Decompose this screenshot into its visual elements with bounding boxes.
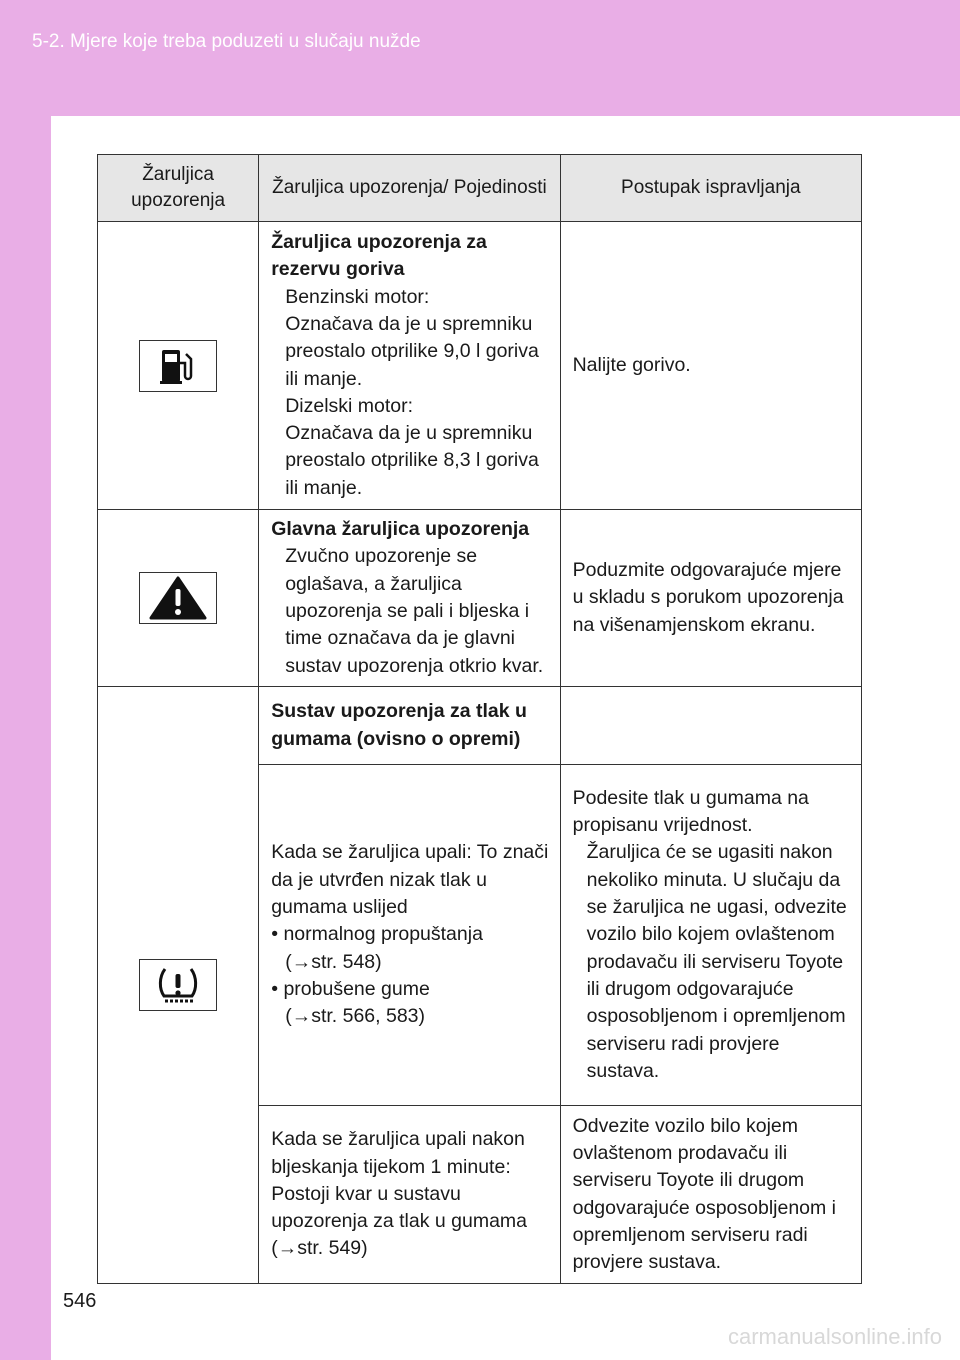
table-row [98, 222, 862, 510]
action-cell [560, 510, 861, 687]
icon-cell [98, 687, 259, 1284]
detail-line: Kada se žaruljica upali nakon bljeskanja tijekom 1 minute: Postoji kvar u sustavu upozorenja za tlak u gumama (→str. 549) [271, 1128, 528, 1260]
fuel-pump-icon [139, 340, 217, 392]
light-title: Žaruljica upozorenja za rezervu goriva [271, 231, 487, 281]
action-text: Podesite tlak u gumama na propisanu vrijednost. [572, 786, 809, 837]
side-band [0, 116, 51, 1360]
details-cell [259, 222, 560, 510]
action-cell [560, 687, 861, 765]
action-text: Nalijte gorivo. [572, 353, 691, 376]
detail-line: Kada se žaruljica upali: To znači da je utvrđen nizak tlak u gumama uslijed [271, 841, 549, 919]
watermark: carmanualsonline.info [728, 1324, 943, 1349]
details-cell [259, 510, 560, 687]
tire-pressure-icon [139, 959, 217, 1011]
master-warning-icon [139, 572, 217, 624]
detail-line: Dizelski motor: [285, 394, 414, 417]
detail-line: Zvučno upozorenje se oglašava, a žaruljica upozorenja se pali i bljeska i time označava da je glavni sustav upozorenja otkrio kvar. [285, 545, 544, 677]
page-reference: (→str. 566, 583) [285, 1005, 426, 1028]
detail-line: Označava da je u spremniku preostalo otprilike 9,0 l goriva ili manje. [285, 312, 539, 390]
page-reference: (→str. 548) [285, 950, 382, 973]
action-text: Poduzmite odgovarajuće mjere u skladu s porukom upozorenja na višenamjenskom ekranu. [572, 559, 844, 636]
table-header-row [98, 155, 862, 222]
detail-line: Označava da je u spremniku preostalo otprilike 8,3 l goriva ili manje. [285, 422, 539, 499]
header-action: Postupak ispravljanja [560, 155, 861, 222]
details-cell [259, 1106, 560, 1284]
action-cell [560, 1106, 861, 1284]
bullet-item: • normalnog propuštanja [271, 923, 483, 946]
table-row [98, 510, 862, 687]
header-details: Žaruljica upozorenja/ Pojedinosti [259, 155, 560, 222]
detail-line: Benzinski motor: [285, 285, 430, 308]
icon-cell [98, 510, 259, 687]
page-number: 546 [63, 1290, 97, 1312]
warning-lights-table [97, 154, 862, 1284]
details-cell [259, 687, 560, 765]
action-cell [560, 222, 861, 510]
header-band [0, 0, 960, 116]
action-cell [560, 765, 861, 1106]
icon-cell [98, 222, 259, 510]
bullet-item: • probušene gume [271, 977, 430, 1000]
light-title: Glavna žaruljica upozorenja [271, 518, 530, 541]
light-title: Sustav upozorenja za tlak u gumama (ovisno o opremi) [271, 700, 527, 750]
header-light: Žaruljica upozorenja [98, 155, 259, 222]
action-note: Žaruljica će se ugasiti nakon nekoliko minuta. U slučaju da se žaruljica ne ugasi, odvezite vozilo bilo kojem ovlaštenom prodavaču ili serviseru Toyote ili drugom odgovarajuće osposobljenom i opremljenom serviseru radi provjere sustava. [586, 841, 847, 1082]
table-row [98, 687, 862, 765]
action-text: Odvezite vozilo bilo kojem ovlaštenom prodavaču ili serviseru Toyote ili drugom odgovarajuće osposobljenom i opremljenom serviseru radi provjere sustava. [572, 1114, 837, 1274]
details-cell [259, 765, 560, 1106]
section-title: 5-2. Mjere koje treba poduzeti u slučaju nužde [32, 31, 421, 52]
